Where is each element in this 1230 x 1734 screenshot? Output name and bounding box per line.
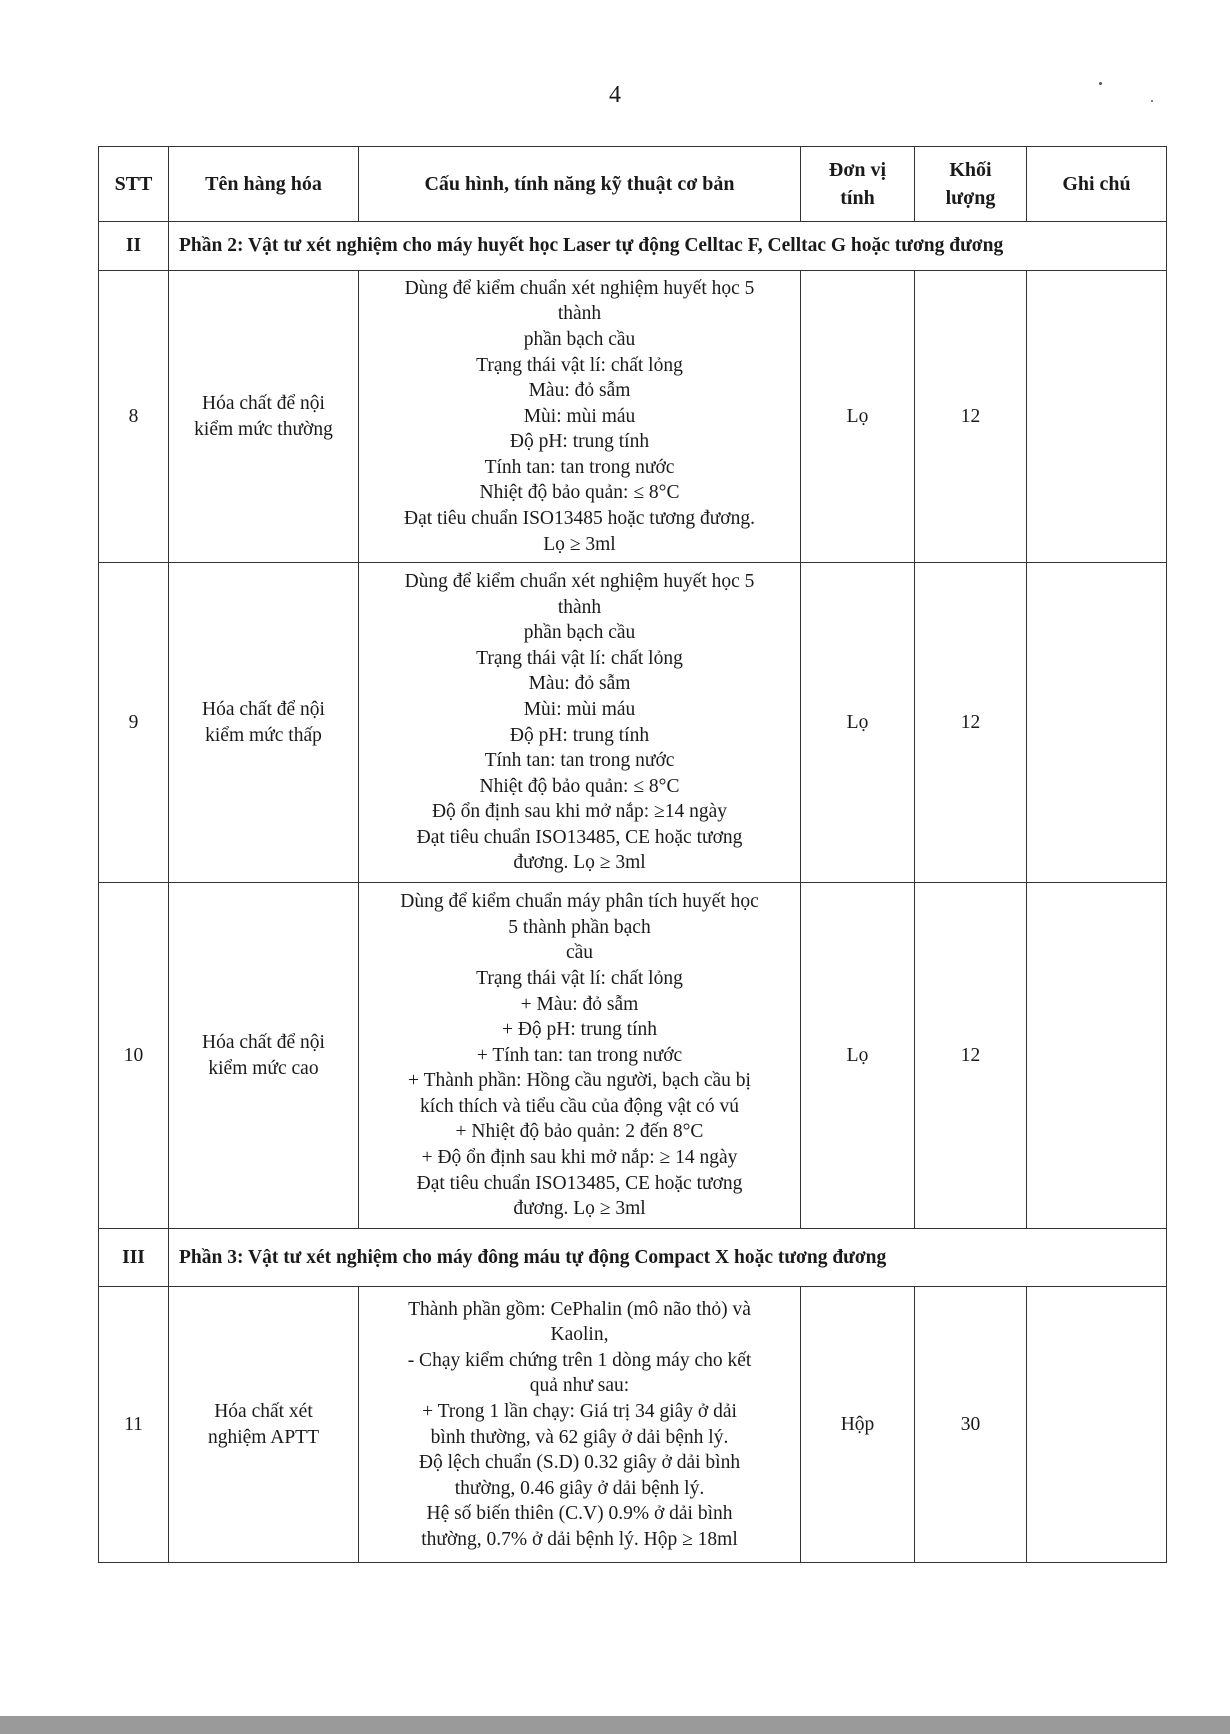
spec-line: + Độ pH: trung tính — [501, 1019, 658, 1041]
row-spec — [359, 1287, 801, 1563]
row-name-line2: kiểm mức thấp — [205, 724, 322, 746]
scan-speck — [1151, 100, 1153, 102]
section-title: Phần 2: Vật tư xét nghiệm cho máy huyết học Laser tự động Celltac F, Celltac G hoặc tương đương — [169, 222, 1167, 271]
header-unit — [801, 147, 915, 222]
row-name — [169, 1287, 359, 1563]
row-spec — [359, 563, 801, 883]
section-row-3 — [99, 1229, 1167, 1287]
row-name-line1: Hóa chất để nội — [202, 392, 325, 414]
spec-line: kích thích và tiểu cầu của động vật có vú — [420, 1095, 739, 1117]
spec-line: Mùi: mùi máu — [523, 698, 636, 720]
spec-line: + Nhiệt độ bảo quản: 2 đến 8°C — [455, 1121, 704, 1143]
header-spec: Cấu hình, tính năng kỹ thuật cơ bản — [359, 147, 801, 222]
spec-line: thành — [557, 596, 602, 618]
spec-line: đương. Lọ ≥ 3ml — [513, 1198, 646, 1220]
spec-line: Trạng thái vật lí: chất lỏng — [476, 354, 683, 376]
spec-line: cầu — [565, 942, 594, 964]
spec-line: bình thường, và 62 giây ở dải bệnh lý. — [430, 1426, 729, 1448]
spec-line: Dùng để kiểm chuẩn xét nghiệm huyết học 5 — [404, 570, 755, 592]
row-note — [1027, 271, 1167, 563]
row-name-line1: Hóa chất xét — [214, 1400, 313, 1422]
spec-line: Đạt tiêu chuẩn ISO13485 hoặc tương đương. — [404, 508, 755, 530]
row-qty: 12 — [915, 271, 1027, 563]
row-spec — [359, 271, 801, 563]
spec-line: Tính tan: tan trong nước — [484, 750, 675, 772]
row-note — [1027, 1287, 1167, 1563]
header-qty-line1: Khối — [949, 159, 992, 181]
spec-line: 5 thành phần bạch — [508, 916, 651, 938]
row-note — [1027, 883, 1167, 1229]
section-title: Phần 3: Vật tư xét nghiệm cho máy đông máu tự động Compact X hoặc tương đương — [169, 1229, 1167, 1287]
spec-line: Độ pH: trung tính — [509, 724, 650, 746]
section-code: II — [99, 222, 169, 271]
spec-line: Nhiệt độ bảo quản: ≤ 8°C — [479, 775, 680, 797]
spec-line: Trạng thái vật lí: chất lỏng — [476, 967, 683, 989]
row-stt: 11 — [99, 1287, 169, 1563]
spec-line: Độ lệch chuẩn (S.D) 0.32 giây ở dải bình — [418, 1452, 741, 1474]
spec-line: Thành phần gồm: CePhalin (mô não thỏ) và — [408, 1298, 751, 1320]
spec-line: thành — [557, 303, 602, 325]
section-row-2 — [99, 222, 1167, 271]
row-spec — [359, 883, 801, 1229]
spec-line: đương. Lọ ≥ 3ml — [513, 852, 646, 874]
spec-line: Độ pH: trung tính — [509, 431, 650, 453]
spec-line: Mùi: mùi máu — [523, 405, 636, 427]
header-name: Tên hàng hóa — [169, 147, 359, 222]
header-unit-line1: Đơn vị — [828, 159, 887, 181]
spec-line: - Chạy kiểm chứng trên 1 dòng máy cho kết — [407, 1349, 752, 1371]
spec-line: quả như sau: — [529, 1375, 630, 1397]
header-stt: STT — [99, 147, 169, 222]
spec-line: Màu: đỏ sẫm — [528, 380, 631, 402]
header-unit-line2: tính — [840, 187, 875, 209]
row-qty: 12 — [915, 563, 1027, 883]
spec-line: + Thành phần: Hồng cầu người, bạch cầu bị — [408, 1070, 751, 1092]
header-qty-line2: lượng — [945, 187, 996, 209]
scan-edge-band — [0, 1716, 1230, 1734]
spec-line: Màu: đỏ sẫm — [528, 673, 631, 695]
row-stt: 8 — [99, 271, 169, 563]
row-name — [169, 563, 359, 883]
row-name-line2: kiểm mức cao — [208, 1057, 319, 1079]
header-qty — [915, 147, 1027, 222]
spec-line: + Tính tan: tan trong nước — [476, 1044, 683, 1066]
specification-table — [98, 146, 1167, 1563]
row-name-line1: Hóa chất để nội — [202, 698, 325, 720]
page-number: 4 — [609, 82, 621, 108]
spec-line: + Màu: đỏ sẫm — [520, 993, 639, 1015]
table-row — [99, 563, 1167, 883]
row-unit: Lọ — [801, 271, 915, 563]
spec-line: Độ ổn định sau khi mở nắp: ≥14 ngày — [431, 801, 728, 823]
spec-line: + Độ ổn định sau khi mở nắp: ≥ 14 ngày — [421, 1147, 738, 1169]
spec-line: thường, 0.46 giây ở dải bệnh lý. — [454, 1477, 705, 1499]
row-name — [169, 271, 359, 563]
scan-speck — [1099, 82, 1102, 85]
header-note: Ghi chú — [1027, 147, 1167, 222]
row-note — [1027, 563, 1167, 883]
row-unit: Lọ — [801, 883, 915, 1229]
spec-line: + Trong 1 lần chạy: Giá trị 34 giây ở dải — [422, 1400, 737, 1422]
row-name-line1: Hóa chất để nội — [202, 1031, 325, 1053]
spec-line: Đạt tiêu chuẩn ISO13485, CE hoặc tương — [416, 826, 743, 848]
spec-line: Trạng thái vật lí: chất lỏng — [476, 647, 683, 669]
header-row — [99, 147, 1167, 222]
row-name — [169, 883, 359, 1229]
spec-line: Đạt tiêu chuẩn ISO13485, CE hoặc tương — [416, 1172, 743, 1194]
row-stt: 10 — [99, 883, 169, 1229]
row-qty: 30 — [915, 1287, 1027, 1563]
spec-line: phần bạch cầu — [523, 622, 636, 644]
table-row — [99, 1287, 1167, 1563]
row-name-line2: nghiệm APTT — [207, 1426, 320, 1448]
table-row — [99, 271, 1167, 563]
spec-line: Dùng để kiểm chuẩn máy phân tích huyết học — [400, 891, 759, 913]
section-code: III — [99, 1229, 169, 1287]
spec-line: thường, 0.7% ở dải bệnh lý. Hộp ≥ 18ml — [421, 1528, 738, 1550]
spec-line: phần bạch cầu — [523, 328, 636, 350]
row-name-line2: kiểm mức thường — [194, 418, 333, 440]
spec-line: Tính tan: tan trong nước — [484, 456, 675, 478]
row-unit: Lọ — [801, 563, 915, 883]
spec-line: Lọ ≥ 3ml — [543, 533, 616, 555]
spec-line: Hệ số biến thiên (C.V) 0.9% ở dải bình — [426, 1503, 733, 1525]
table-row — [99, 883, 1167, 1229]
row-stt: 9 — [99, 563, 169, 883]
spec-line: Kaolin, — [550, 1324, 609, 1346]
row-qty: 12 — [915, 883, 1027, 1229]
row-unit: Hộp — [801, 1287, 915, 1563]
spec-line: Nhiệt độ bảo quản: ≤ 8°C — [479, 482, 680, 504]
spec-line: Dùng để kiểm chuẩn xét nghiệm huyết học 5 — [404, 277, 755, 299]
